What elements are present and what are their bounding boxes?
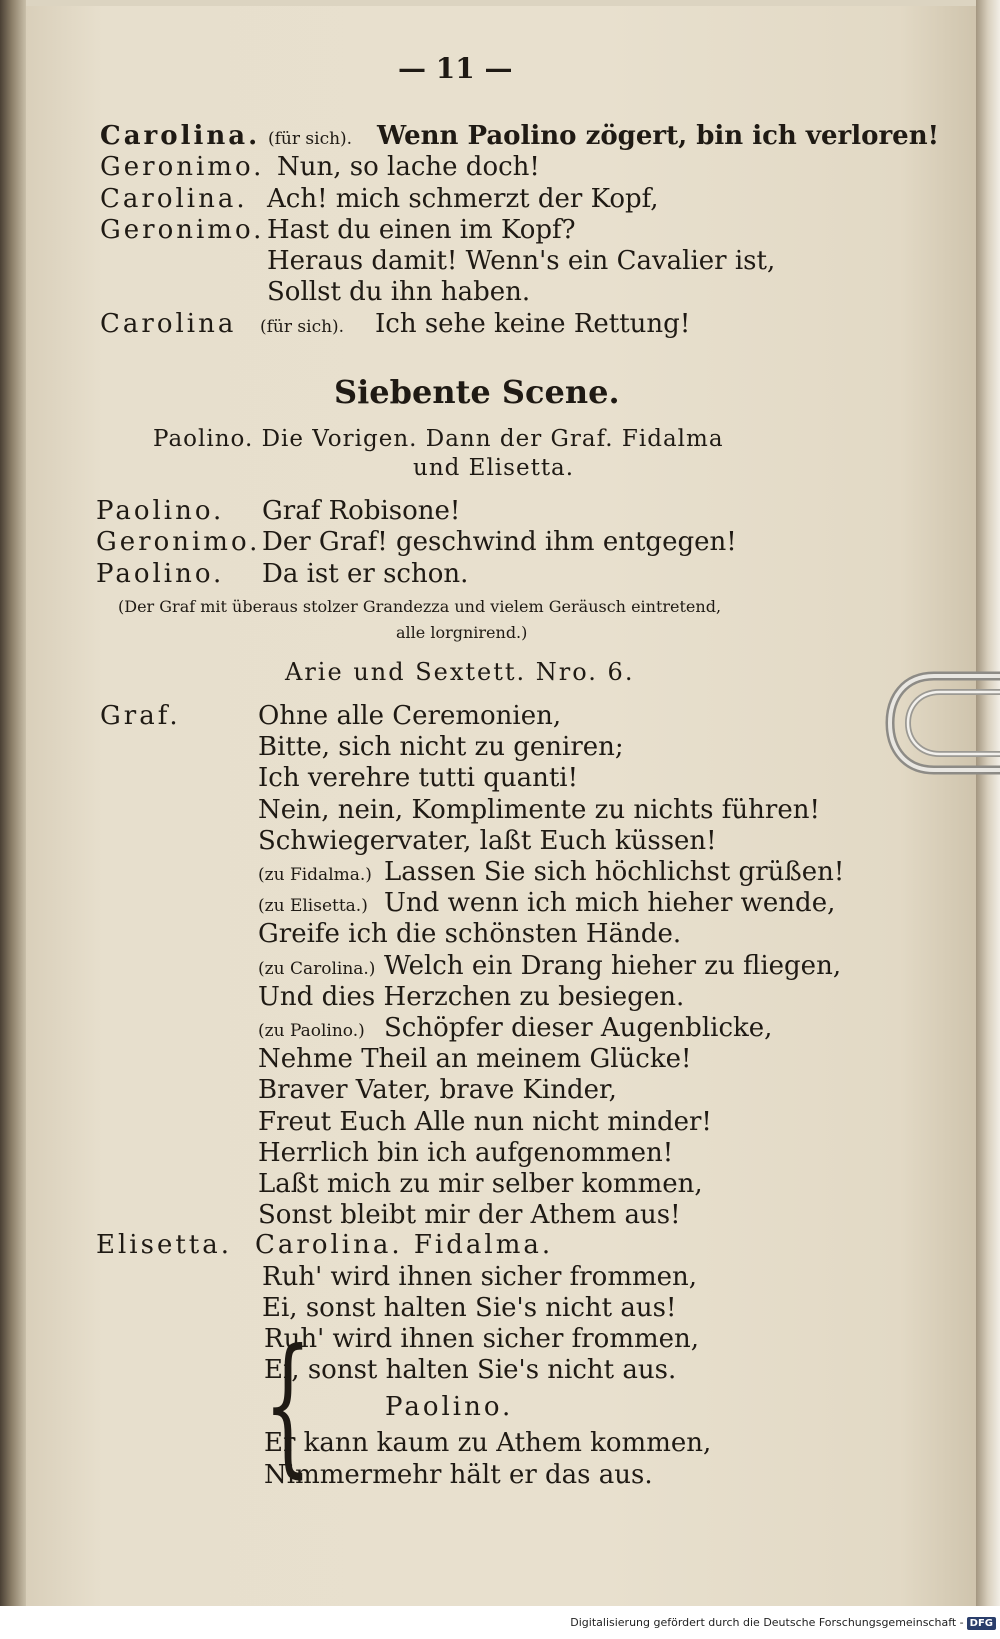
- stage-note: (zu Fidalma.): [258, 865, 372, 885]
- dialogue-line: Nun, so lache doch!: [277, 152, 540, 182]
- verse-line: Ohne alle Ceremonien,: [258, 701, 562, 731]
- verse-line: Greife ich die schönsten Hände.: [258, 919, 682, 949]
- speaker-name: Carolina.: [100, 184, 248, 214]
- verse-line: Welch ein Drang hieher zu fliegen,: [384, 951, 842, 981]
- book-gutter: [0, 0, 26, 1639]
- dialogue-line: Heraus damit! Wenn's ein Cavalier ist,: [267, 246, 776, 276]
- dialogue-line: Sollst du ihn haben.: [267, 277, 531, 307]
- verse-line: Nehme Theil an meinem Glücke!: [258, 1044, 692, 1074]
- brace: {: [263, 1318, 312, 1492]
- verse-line: Freut Euch Alle nun nicht minder!: [258, 1107, 712, 1137]
- page-number: — 11 —: [398, 52, 513, 85]
- verse-line: Nimmermehr hält er das aus.: [264, 1460, 653, 1490]
- speaker-name: Paolino.: [96, 496, 225, 526]
- speaker-name: Geronimo.: [100, 152, 265, 182]
- stage-note: (zu Paolino.): [258, 1021, 365, 1041]
- scene-cast: und Elisetta.: [413, 455, 575, 481]
- stage-note: (zu Elisetta.): [258, 896, 368, 916]
- stage-direction: alle lorgnirend.): [396, 623, 528, 642]
- verse-line: Und wenn ich mich hieher wende,: [384, 888, 836, 918]
- stage-note: (für sich).: [260, 317, 345, 337]
- speaker-name: Geronimo.: [96, 527, 261, 557]
- verse-line: Laßt mich zu mir selber kommen,: [258, 1169, 703, 1199]
- verse-line: Und dies Herzchen zu besiegen.: [258, 982, 685, 1012]
- verse-line: Sonst bleibt mir der Athem aus!: [258, 1200, 681, 1230]
- verse-line: Braver Vater, brave Kinder,: [258, 1075, 617, 1105]
- scene-cast: Paolino. Die Vorigen. Dann der Graf. Fidalma: [153, 426, 724, 452]
- credit-text: Digitalisierung gefördert durch die Deutsche Forschungsgemeinschaft -: [570, 1616, 964, 1629]
- dialogue-line: Wenn Paolino zögert, bin ich verloren!: [377, 121, 940, 151]
- stage-note: (zu Carolina.): [258, 959, 376, 979]
- dialogue-line: Graf Robisone!: [262, 496, 461, 526]
- stage-direction: (Der Graf mit überaus stolzer Grandezza und vielem Geräusch eintretend,: [118, 597, 722, 616]
- verse-line: Schwiegervater, laßt Euch küssen!: [258, 826, 717, 856]
- verse-line: Ruh' wird ihnen sicher frommen,: [262, 1262, 698, 1292]
- verse-line: Er kann kaum zu Athem kommen,: [264, 1428, 712, 1458]
- speaker-name: Graf.: [100, 701, 181, 731]
- verse-line: Ruh' wird ihnen sicher frommen,: [264, 1324, 700, 1354]
- part-heading: Paolino.: [385, 1392, 514, 1422]
- speaker-name: Paolino.: [96, 559, 225, 589]
- ensemble-heading: Carolina. Fidalma.: [255, 1230, 554, 1260]
- paper-clip-icon: [882, 668, 1000, 778]
- stage-note: (für sich).: [268, 129, 353, 149]
- verse-line: Ei, sonst halten Sie's nicht aus!: [262, 1293, 677, 1323]
- verse-line: Nein, nein, Komplimente zu nichts führen!: [258, 795, 820, 825]
- dialogue-line: Ach! mich schmerzt der Kopf,: [267, 184, 659, 214]
- dialogue-line: Da ist er schon.: [262, 559, 469, 589]
- scene-title: Siebente Scene.: [334, 373, 620, 411]
- digitization-credit: [570, 1616, 996, 1630]
- verse-line: Ei, sonst halten Sie's nicht aus.: [264, 1355, 677, 1385]
- speaker-name: Carolina.: [100, 121, 261, 151]
- speaker-name: Geronimo.: [100, 215, 265, 245]
- verse-line: Bitte, sich nicht zu geniren;: [258, 732, 624, 762]
- aria-heading: Arie und Sextett. Nro. 6.: [285, 658, 635, 686]
- speaker-name: Carolina: [100, 309, 237, 339]
- dialogue-line: Ich sehe keine Rettung!: [375, 309, 691, 339]
- verse-line: Herrlich bin ich aufgenommen!: [258, 1138, 674, 1168]
- dfg-logo: DFG: [967, 1617, 996, 1630]
- verse-line: Ich verehre tutti quanti!: [258, 763, 579, 793]
- verse-line: Lassen Sie sich höchlichst grüßen!: [384, 857, 845, 887]
- page-edge: [976, 0, 1000, 1639]
- dialogue-line: Der Graf! geschwind ihm entgegen!: [262, 527, 737, 557]
- speaker-name: Elisetta.: [96, 1230, 233, 1260]
- verse-line: Schöpfer dieser Augenblicke,: [384, 1013, 773, 1043]
- dialogue-line: Hast du einen im Kopf?: [267, 215, 576, 245]
